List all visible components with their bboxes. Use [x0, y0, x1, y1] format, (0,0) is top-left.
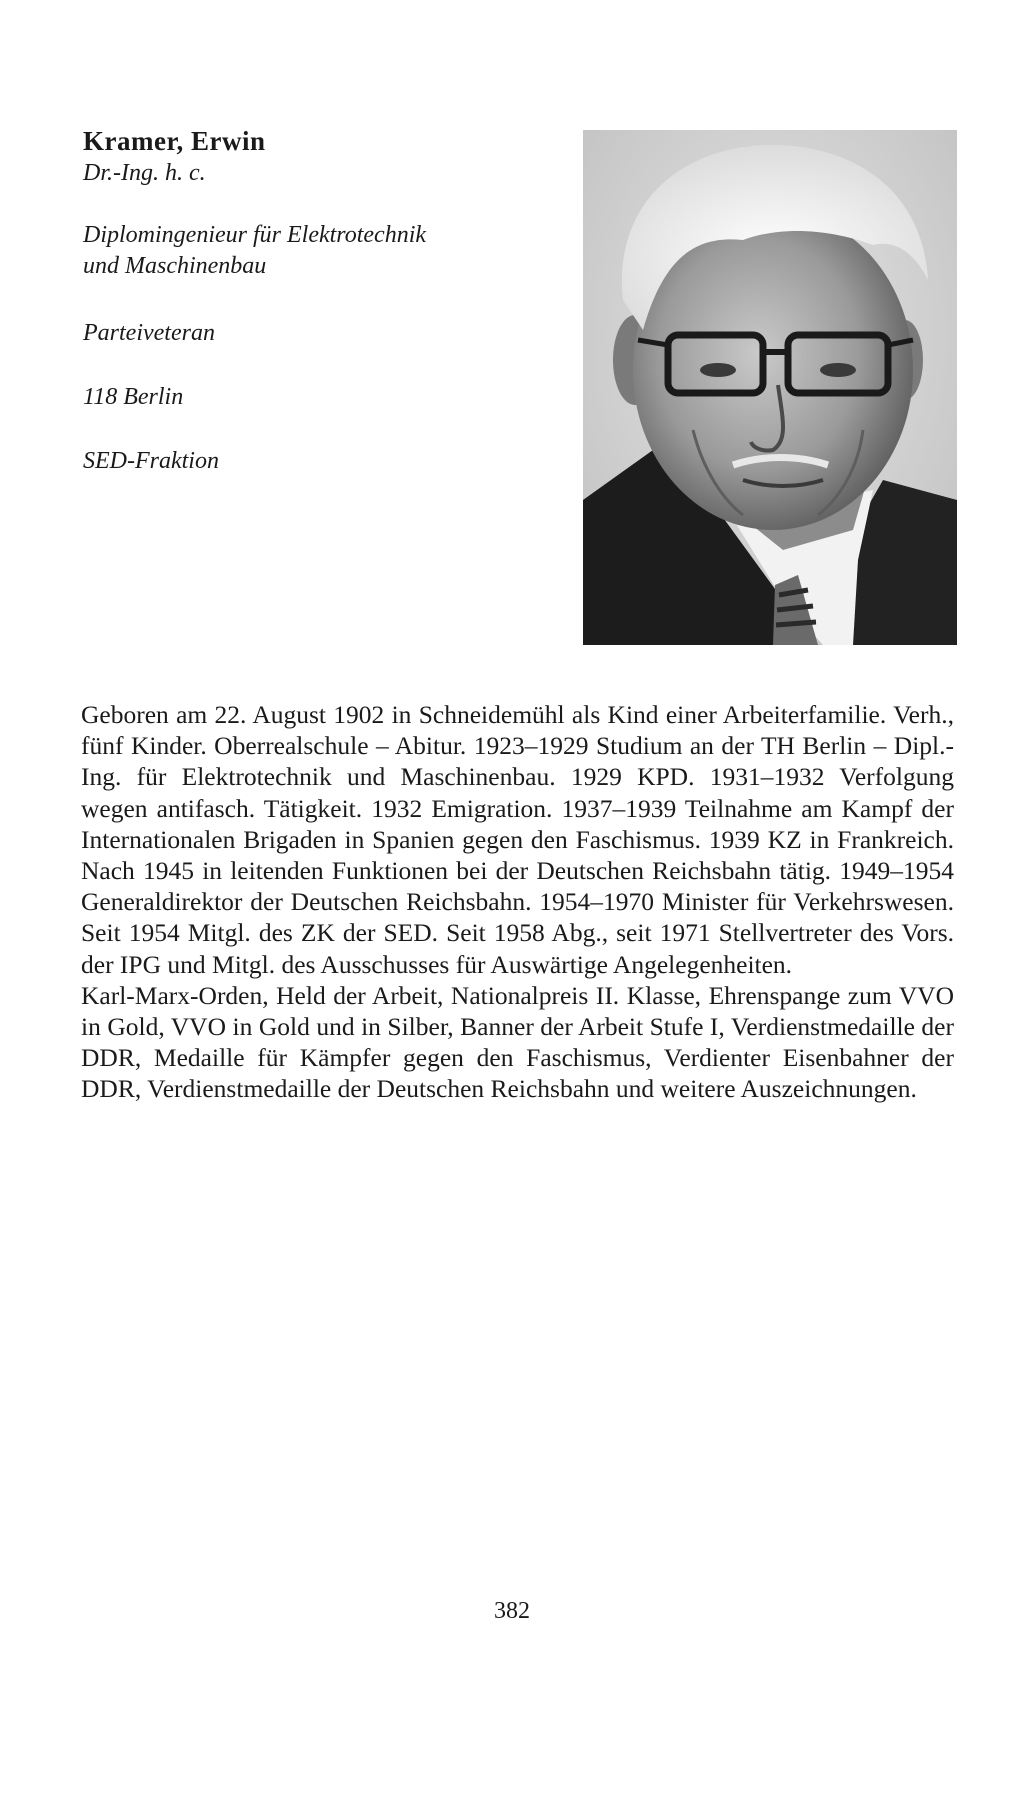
biography-paragraph-awards: Karl-Marx-Orden, Held der Arbeit, Nationalpreis II. Klasse, Ehrenspange zum VVO in Gold, VVO in Gold und in Silber, Banner der Arbeit Stufe I, Verdienstmedaille der DDR, Medaille für Kämpfer gegen den Faschismus, Verdienter Eisenbahner der DDR, Verdienstmedaille der Deutschen Reichsbahn und weitere Auszeichnungen. — [81, 980, 954, 1104]
portrait-image — [583, 130, 957, 645]
academic-title: Dr.-Ing. h. c. — [83, 160, 206, 186]
person-name: Kramer, Erwin — [83, 126, 266, 156]
biography — [81, 699, 954, 1105]
party-status: Parteiveteran — [83, 320, 215, 346]
entry-header — [83, 124, 503, 477]
biography-paragraph-career: Geboren am 22. August 1902 in Schneidemühl als Kind einer Arbeiterfamilie. Verh., fünf Kinder. Oberrealschule – Abitur. 1923–1929 Studium an der TH Berlin – Dipl.-Ing. für Elektrotechnik und Maschinenbau. 1929 KPD. 1931–1932 Verfolgung wegen antifasch. Tätigkeit. 1932 Emigration. 1937–1939 Teilnahme am Kampf der Internationalen Brigaden in Spanien gegen den Faschismus. 1939 KZ in Frankreich. Nach 1945 in leitenden Funktionen bei der Deutschen Reichsbahn tätig. 1949–1954 Generaldirektor der Deutschen Reichsbahn. 1954–1970 Minister für Verkehrswesen. Seit 1954 Mitgl. des ZK der SED. Seit 1958 Abg., seit 1971 Stellvertreter des Vors. der IPG und Mitgl. des Ausschusses für Auswärtige Angelegenheiten. — [81, 700, 954, 979]
electoral-district: 118 Berlin — [83, 384, 184, 410]
page-number: 382 — [494, 1598, 530, 1624]
profession: Diplomingenieur für Elektrotechnik und Maschinenbau — [83, 222, 427, 279]
parliamentary-faction: SED-Fraktion — [83, 448, 219, 474]
portrait-photo — [583, 130, 957, 645]
